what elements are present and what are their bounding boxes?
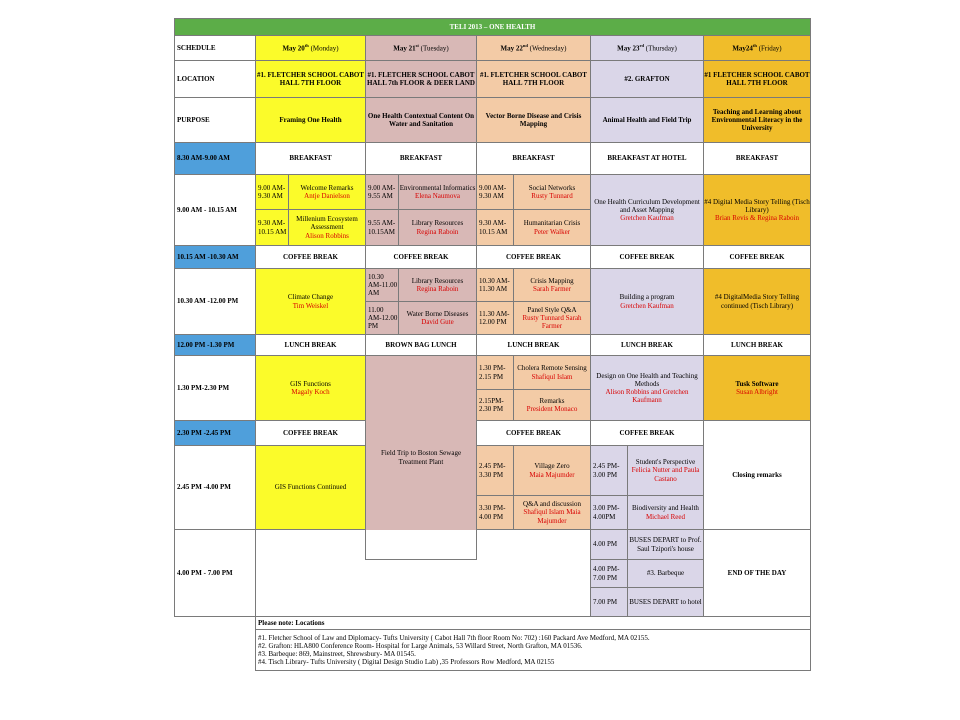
breakfast-wednesday: BREAKFAST bbox=[477, 143, 591, 175]
note-line: #4. Tisch Library- Tufts University ( Digital Design Studio Lab) ,35 Professors Row Medford, MA 02155 bbox=[258, 658, 555, 667]
schedule-title: TELI 2013 – ONE HEALTH bbox=[175, 19, 811, 36]
session-time: 4.00 PM-7.00 PM bbox=[591, 560, 628, 588]
time-block-1: 9.00 AM - 10.15 AM bbox=[175, 175, 256, 246]
breakfast-friday: BREAKFAST bbox=[704, 143, 811, 175]
schedule-label: SCHEDULE bbox=[175, 36, 256, 61]
session-time: 4.00 PM bbox=[591, 530, 628, 560]
session-time: 3.30 PM-4.00 PM bbox=[477, 496, 514, 530]
location-label: LOCATION bbox=[175, 61, 256, 98]
session-speaker: Shafiqul Islam Maia Majumder bbox=[523, 508, 581, 525]
session-title: GIS Functions bbox=[290, 379, 331, 388]
session-time: 9.00 AM-9.30 AM bbox=[477, 175, 514, 210]
session-speaker: Rusty Tunnard Sarah Farmer bbox=[522, 313, 582, 331]
session-title: Q&A and discussion bbox=[523, 500, 581, 509]
session-title: Social Networks bbox=[528, 183, 576, 192]
purpose-friday: Teaching and Learning about Environmental Literacy in the University bbox=[704, 98, 811, 143]
empty-evening bbox=[256, 530, 591, 617]
session-cell bbox=[289, 210, 366, 246]
session-title: Student's Perspective bbox=[635, 458, 696, 467]
session-speaker: Magaly Koch bbox=[291, 388, 330, 396]
closing-remarks-friday: Closing remarks bbox=[704, 421, 811, 530]
location-thursday: #2. GRAFTON bbox=[591, 61, 704, 98]
notes-spacer bbox=[175, 630, 256, 671]
session-speaker: Alison Robbins and Gretchen Kaufmann bbox=[605, 388, 689, 405]
session-monday-block-4 bbox=[256, 446, 366, 530]
session-speaker: Tim Weiskel bbox=[292, 301, 329, 310]
session-time: 10.30 AM-11.00 AM bbox=[366, 269, 399, 302]
session-title: BUSES DEPART to hotel bbox=[628, 588, 704, 617]
session-friday-block-2 bbox=[704, 269, 811, 335]
purpose-monday: Framing One Health bbox=[256, 98, 366, 143]
session-time: 2.15PM-2.30 PM bbox=[477, 390, 514, 421]
coffee-break: COFFEE BREAK bbox=[256, 246, 366, 269]
session-title: Remarks bbox=[539, 396, 565, 405]
coffee-break: COFFEE BREAK bbox=[704, 246, 811, 269]
session-cell bbox=[514, 302, 591, 335]
session-title: Cholera Remote Sensing bbox=[517, 364, 587, 373]
session-cell bbox=[289, 175, 366, 210]
session-speaker: Susan Albright bbox=[736, 388, 778, 396]
session-time: 7.00 PM bbox=[591, 588, 628, 617]
session-cell bbox=[399, 175, 477, 210]
session-title: Design on One Health and Teaching Methods bbox=[596, 371, 698, 388]
session-speaker: Michael Reed bbox=[645, 512, 686, 521]
location-friday: #1 FLETCHER SCHOOL CABOT HALL 7TH FLOOR bbox=[704, 61, 811, 98]
session-cell bbox=[514, 496, 591, 530]
lunch-tuesday: BROWN BAG LUNCH bbox=[366, 335, 477, 356]
schedule-sheet bbox=[174, 18, 810, 671]
session-cell bbox=[514, 446, 591, 496]
session-cell bbox=[514, 269, 591, 302]
day-header-monday: May 20th (Monday) bbox=[256, 36, 366, 61]
session-cell bbox=[514, 175, 591, 210]
time-coffee-1: 10.15 AM -10.30 AM bbox=[175, 246, 256, 269]
time-block-2: 10.30 AM -12.00 PM bbox=[175, 269, 256, 335]
note-line: #3. Barbeque: 869, Mainstreet, Shrewsbury- MA 01545. bbox=[258, 650, 416, 658]
time-breakfast: 8.30 AM-9.00 AM bbox=[175, 143, 256, 175]
location-tuesday: #1. FLETCHER SCHOOL CABOT HALL 7th FLOOR & DEER LAND bbox=[366, 61, 477, 98]
purpose-thursday: Animal Health and Field Trip bbox=[591, 98, 704, 143]
session-speaker: Gretchen Kaufman bbox=[620, 214, 674, 223]
day-header-friday: May24th (Friday) bbox=[704, 36, 811, 61]
session-time: 9.30 AM-10.15 AM bbox=[256, 210, 289, 246]
session-title: Biodiversity and Health bbox=[632, 504, 699, 513]
session-cell bbox=[399, 302, 477, 335]
purpose-tuesday: One Health Contextual Content On Water and Sanitation bbox=[366, 98, 477, 143]
location-wednesday: #1. FLETCHER SCHOOL CABOT HALL 7TH FLOOR bbox=[477, 61, 591, 98]
session-time: 10.30 AM-11.30 AM bbox=[477, 269, 514, 302]
session-title: Tusk Software bbox=[735, 379, 779, 388]
session-time: 9.00 AM-9.30 AM bbox=[256, 175, 289, 210]
session-speaker: Sarah Farmer bbox=[533, 285, 571, 293]
session-title: Environmental Informatics bbox=[399, 183, 476, 192]
session-time: 9.00 AM-9.55 AM bbox=[366, 175, 399, 210]
session-cell bbox=[628, 496, 704, 530]
session-title: #4 Digital Media Story Telling (Tisch Library) bbox=[704, 197, 810, 214]
session-thursday-block-1 bbox=[591, 175, 704, 246]
lunch-wednesday: LUNCH BREAK bbox=[477, 335, 591, 356]
session-speaker: Maia Majumder bbox=[529, 470, 575, 479]
time-block-3: 1.30 PM-2.30 PM bbox=[175, 356, 256, 421]
session-title: Crisis Mapping bbox=[530, 276, 574, 285]
schedule-table bbox=[174, 18, 811, 671]
session-speaker: Regina Raboin bbox=[416, 285, 459, 293]
coffee-break: COFFEE BREAK bbox=[591, 421, 704, 446]
session-thursday-block-2 bbox=[591, 269, 704, 335]
session-monday-block-2 bbox=[256, 269, 366, 335]
session-thursday-block-3 bbox=[591, 356, 704, 421]
session-title: Humanitarian Crisis bbox=[523, 219, 581, 228]
field-trip-tuesday: Field Trip to Boston Sewage Treatment Plant bbox=[366, 356, 477, 560]
breakfast-monday: BREAKFAST bbox=[256, 143, 366, 175]
session-title: Panel Style Q&A bbox=[527, 305, 577, 314]
session-time: 9.55 AM-10.15AM bbox=[366, 210, 399, 246]
session-speaker: Brian Revis & Regina Raboin bbox=[715, 214, 799, 223]
session-cell bbox=[399, 210, 477, 246]
session-speaker: President Monaco bbox=[526, 405, 578, 413]
session-title: GIS Functions Continued bbox=[274, 483, 347, 492]
note-line: #1. Fletcher School of Law and Diplomacy- Tufts University ( Cabot Hall 7th floor Room No: 702) :160 Packard Ave Medford, MA 02155. bbox=[258, 633, 650, 642]
session-speaker: Regina Raboin bbox=[416, 227, 459, 236]
session-monday-block-3 bbox=[256, 356, 366, 421]
notes-body bbox=[256, 630, 811, 671]
coffee-break: COFFEE BREAK bbox=[366, 246, 477, 269]
coffee-break: COFFEE BREAK bbox=[256, 421, 366, 446]
time-coffee-2: 2.30 PM -2.45 PM bbox=[175, 421, 256, 446]
session-cell bbox=[514, 390, 591, 421]
note-line: #2. Grafton: HLA800 Conference Room- Hospital for Large Animals, 53 Willard Street, North Grafton, MA 01536. bbox=[258, 641, 583, 650]
breakfast-tuesday: BREAKFAST bbox=[366, 143, 477, 175]
session-title: #4 DigitalMedia Story Telling continued (Tisch Library) bbox=[714, 293, 800, 310]
session-title: Millenium Ecosystem Assessment bbox=[296, 215, 358, 232]
day-header-thursday: May 23rd (Thursday) bbox=[591, 36, 704, 61]
coffee-break: COFFEE BREAK bbox=[477, 246, 591, 269]
purpose-label: PURPOSE bbox=[175, 98, 256, 143]
notes-heading: Please note: Locations bbox=[256, 617, 811, 630]
session-time: 11.00 AM-12.00 PM bbox=[366, 302, 399, 335]
session-speaker: Rusty Tunnard bbox=[531, 192, 573, 200]
session-speaker: Peter Walker bbox=[533, 227, 571, 236]
end-of-day-friday: END OF THE DAY bbox=[704, 530, 811, 617]
session-time: 1.30 PM-2.15 PM bbox=[477, 356, 514, 390]
session-title: Building a program bbox=[619, 293, 675, 302]
purpose-wednesday: Vector Borne Disease and Crisis Mapping bbox=[477, 98, 591, 143]
session-speaker: Gretchen Kaufman bbox=[620, 301, 674, 310]
session-cell bbox=[399, 269, 477, 302]
lunch-monday: LUNCH BREAK bbox=[256, 335, 366, 356]
session-cell bbox=[514, 356, 591, 390]
session-speaker: Shafiqul Islam bbox=[531, 372, 573, 381]
time-lunch: 12.00 PM -1.30 PM bbox=[175, 335, 256, 356]
session-cell bbox=[514, 210, 591, 246]
lunch-friday: LUNCH BREAK bbox=[704, 335, 811, 356]
session-time: 11.30 AM-12.00 PM bbox=[477, 302, 514, 335]
session-speaker: Elena Naumova bbox=[415, 192, 460, 200]
session-time: 2.45 PM-3.30 PM bbox=[477, 446, 514, 496]
session-title: Village Zero bbox=[534, 462, 570, 471]
notes-spacer bbox=[175, 617, 256, 630]
session-cell bbox=[628, 446, 704, 496]
session-time: 3.00 PM-4.00PM bbox=[591, 496, 628, 530]
session-title: Climate Change bbox=[287, 293, 334, 302]
session-speaker: Antje Danielson bbox=[304, 192, 350, 200]
session-title: Library Resources bbox=[411, 219, 464, 228]
session-title: Library Resources bbox=[411, 276, 464, 285]
session-title: BUSES DEPART to Prof. Saul Tzipori's house bbox=[628, 530, 704, 560]
coffee-break: COFFEE BREAK bbox=[591, 246, 704, 269]
time-block-4: 2.45 PM -4.00 PM bbox=[175, 446, 256, 530]
session-friday-block-3 bbox=[704, 356, 811, 421]
location-monday: #1. FLETCHER SCHOOL CABOT HALL 7TH FLOOR bbox=[256, 61, 366, 98]
session-title: Water Borne Diseases bbox=[406, 309, 469, 318]
session-title: Welcome Remarks bbox=[300, 183, 354, 192]
coffee-break: COFFEE BREAK bbox=[477, 421, 591, 446]
session-speaker: David Gute bbox=[421, 318, 454, 326]
session-title: #3. Barbeque bbox=[628, 560, 704, 588]
session-speaker: Alison Robbins bbox=[305, 231, 349, 240]
session-friday-block-1 bbox=[704, 175, 811, 246]
session-time: 9.30 AM-10.15 AM bbox=[477, 210, 514, 246]
day-header-tuesday: May 21st (Tuesday) bbox=[366, 36, 477, 61]
time-block-5: 4.00 PM - 7.00 PM bbox=[175, 530, 256, 617]
breakfast-thursday: BREAKFAST AT HOTEL bbox=[591, 143, 704, 175]
day-header-wednesday: May 22nd (Wednesday) bbox=[477, 36, 591, 61]
lunch-thursday: LUNCH BREAK bbox=[591, 335, 704, 356]
session-time: 2.45 PM-3.00 PM bbox=[591, 446, 628, 496]
session-speaker: Felicia Nutter and Paula Castano bbox=[631, 466, 700, 483]
session-title: One Health Curriculum Development and Asset Mapping bbox=[594, 197, 700, 214]
